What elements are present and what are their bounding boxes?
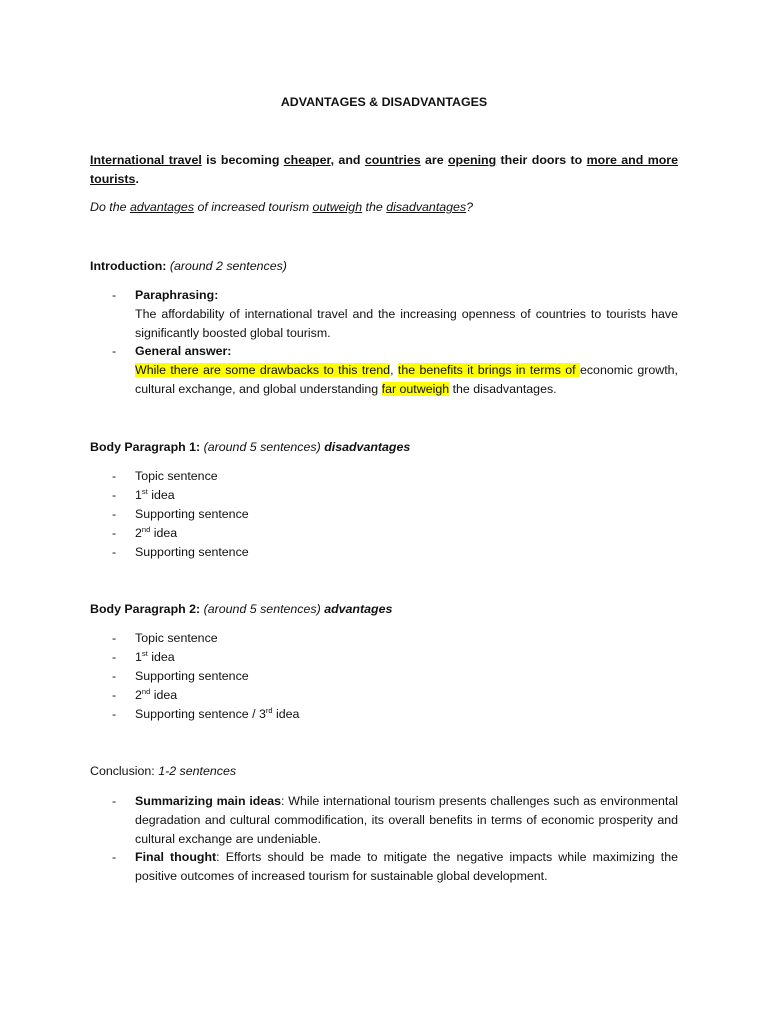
ordinal-suffix: st — [141, 649, 148, 658]
text-run: of increased tourism — [194, 200, 313, 214]
list-item — [90, 342, 678, 399]
list-item — [90, 505, 678, 524]
list-item-text — [135, 648, 678, 667]
list-item — [90, 686, 678, 705]
text-run: idea — [272, 707, 300, 721]
list-item-text — [135, 705, 678, 724]
text-run: 2 — [135, 688, 142, 702]
text-run: advantages — [129, 200, 195, 214]
body-paragraph-2-list — [90, 629, 678, 724]
body-paragraph-2-focus: advantages — [324, 602, 393, 616]
list-item — [90, 524, 678, 543]
bullet-dash: - — [112, 288, 117, 302]
text-run: the — [362, 200, 387, 214]
text-run: is becoming — [201, 153, 284, 167]
summary-label: Summarizing main ideas — [135, 794, 282, 808]
text-run: Supporting sentence — [135, 545, 249, 559]
text-run: 2 — [135, 526, 142, 540]
bullet-dash: - — [112, 545, 117, 559]
bullet-dash: - — [112, 669, 117, 683]
text-run: , and — [330, 153, 365, 167]
text-run: outweigh — [312, 200, 363, 214]
body-paragraph-2-note: (around 5 sentences) — [203, 602, 321, 616]
list-item — [90, 286, 678, 343]
ordinal-suffix: st — [141, 487, 148, 496]
text-run: opening — [447, 153, 497, 167]
highlighted-text: the benefits it brings in terms of — [397, 363, 580, 377]
list-item — [90, 705, 678, 724]
bullet-dash: - — [112, 794, 117, 808]
conclusion-label: Conclusion: — [90, 764, 155, 778]
bullet-dash: - — [112, 707, 117, 721]
summary-text — [135, 792, 678, 849]
bullet-dash: - — [112, 650, 117, 664]
list-item-text — [135, 486, 678, 505]
bullet-dash: - — [112, 469, 117, 483]
text-run: disadvantages — [386, 200, 467, 214]
bullet-dash: - — [112, 631, 117, 645]
text-run: ? — [466, 200, 474, 214]
paraphrasing-label: Paraphrasing: — [135, 288, 219, 302]
text-run: idea — [150, 526, 178, 540]
ordinal-suffix: nd — [141, 525, 151, 534]
ordinal-suffix: nd — [141, 687, 151, 696]
text-run: idea — [150, 688, 178, 702]
bullet-dash: - — [112, 488, 117, 502]
general-answer-label: General answer: — [135, 344, 232, 358]
text-run: Supporting sentence / 3 — [135, 707, 266, 721]
list-item-text — [135, 524, 678, 543]
text-run: the disadvantages. — [449, 382, 557, 396]
list-item — [90, 848, 678, 886]
bullet-dash: - — [112, 344, 117, 358]
list-item — [90, 467, 678, 486]
list-item — [90, 543, 678, 562]
list-item-text — [135, 667, 678, 686]
list-item — [90, 629, 678, 648]
general-answer-block — [135, 342, 678, 399]
body-paragraph-1-note: (around 5 sentences) — [203, 440, 321, 454]
conclusion-heading — [90, 762, 678, 781]
final-thought-text — [135, 848, 678, 886]
text-run: economic growth, cultural exchange, and global understanding — [135, 363, 678, 396]
body-paragraph-1-label: Body Paragraph 1: — [90, 440, 201, 454]
bullet-dash: - — [112, 688, 117, 702]
final-thought-body: : Efforts should be made to mitigate the negative impacts while maximizing the positive outcomes of increased tourism for sustainable global development. — [135, 850, 679, 883]
bullet-dash: - — [112, 526, 117, 540]
paraphrasing-block — [135, 286, 678, 343]
text-run: Topic sentence — [135, 469, 218, 483]
text-run: . — [135, 172, 139, 186]
summary-body: : While international tourism presents challenges such as environmental degradation and cultural commodification, its overall benefits in terms of economic prosperity and cultural exchange are undeniable. — [135, 794, 678, 846]
list-item — [90, 792, 678, 849]
list-item-text — [135, 629, 678, 648]
list-item — [90, 486, 678, 505]
body-paragraph-1-focus: disadvantages — [324, 440, 411, 454]
text-run: more and more tourists — [90, 153, 678, 186]
list-item-text — [135, 686, 678, 705]
list-item — [90, 648, 678, 667]
conclusion-note: 1-2 sentences — [158, 764, 237, 778]
introduction-label: Introduction: — [90, 259, 167, 273]
list-item-text — [135, 543, 678, 562]
body-paragraph-2-label: Body Paragraph 2: — [90, 602, 201, 616]
text-run: idea — [147, 650, 175, 664]
text-run: 1 — [135, 650, 142, 664]
text-run: Topic sentence — [135, 631, 218, 645]
text-run: their doors to — [496, 153, 587, 167]
text-run: idea — [147, 488, 175, 502]
general-answer-text — [135, 361, 678, 399]
bullet-dash: - — [112, 850, 117, 864]
essay-prompt-statement — [90, 151, 678, 189]
bullet-dash: - — [112, 507, 117, 521]
list-item-text — [135, 467, 678, 486]
essay-prompt-question — [90, 198, 678, 217]
text-run: countries — [364, 153, 421, 167]
body-paragraph-1-list — [90, 467, 678, 562]
paraphrasing-text: The affordability of international travel and the increasing openness of countries to tourists have significantly boosted global tourism. — [135, 307, 678, 340]
text-run: International travel — [90, 153, 202, 167]
introduction-note: (around 2 sentences) — [169, 259, 287, 273]
list-item-text — [135, 505, 678, 524]
body-paragraph-1-heading — [90, 438, 678, 457]
introduction-heading — [90, 257, 678, 276]
text-run: cheaper — [283, 153, 331, 167]
document-title: ADVANTAGES & DISADVANTAGES — [280, 95, 488, 109]
text-run: 1 — [135, 488, 142, 502]
final-thought-label: Final thought — [135, 850, 217, 864]
ordinal-suffix: rd — [265, 706, 273, 715]
text-run: , — [390, 363, 398, 377]
text-run: Supporting sentence — [135, 507, 249, 521]
list-item — [90, 667, 678, 686]
highlighted-text: far outweigh — [381, 382, 450, 396]
highlighted-text: While there are some drawbacks to this trend — [135, 363, 391, 377]
text-run: Supporting sentence — [135, 669, 249, 683]
text-run: Do the — [90, 200, 130, 214]
text-run: are — [420, 153, 448, 167]
body-paragraph-2-heading — [90, 600, 678, 619]
